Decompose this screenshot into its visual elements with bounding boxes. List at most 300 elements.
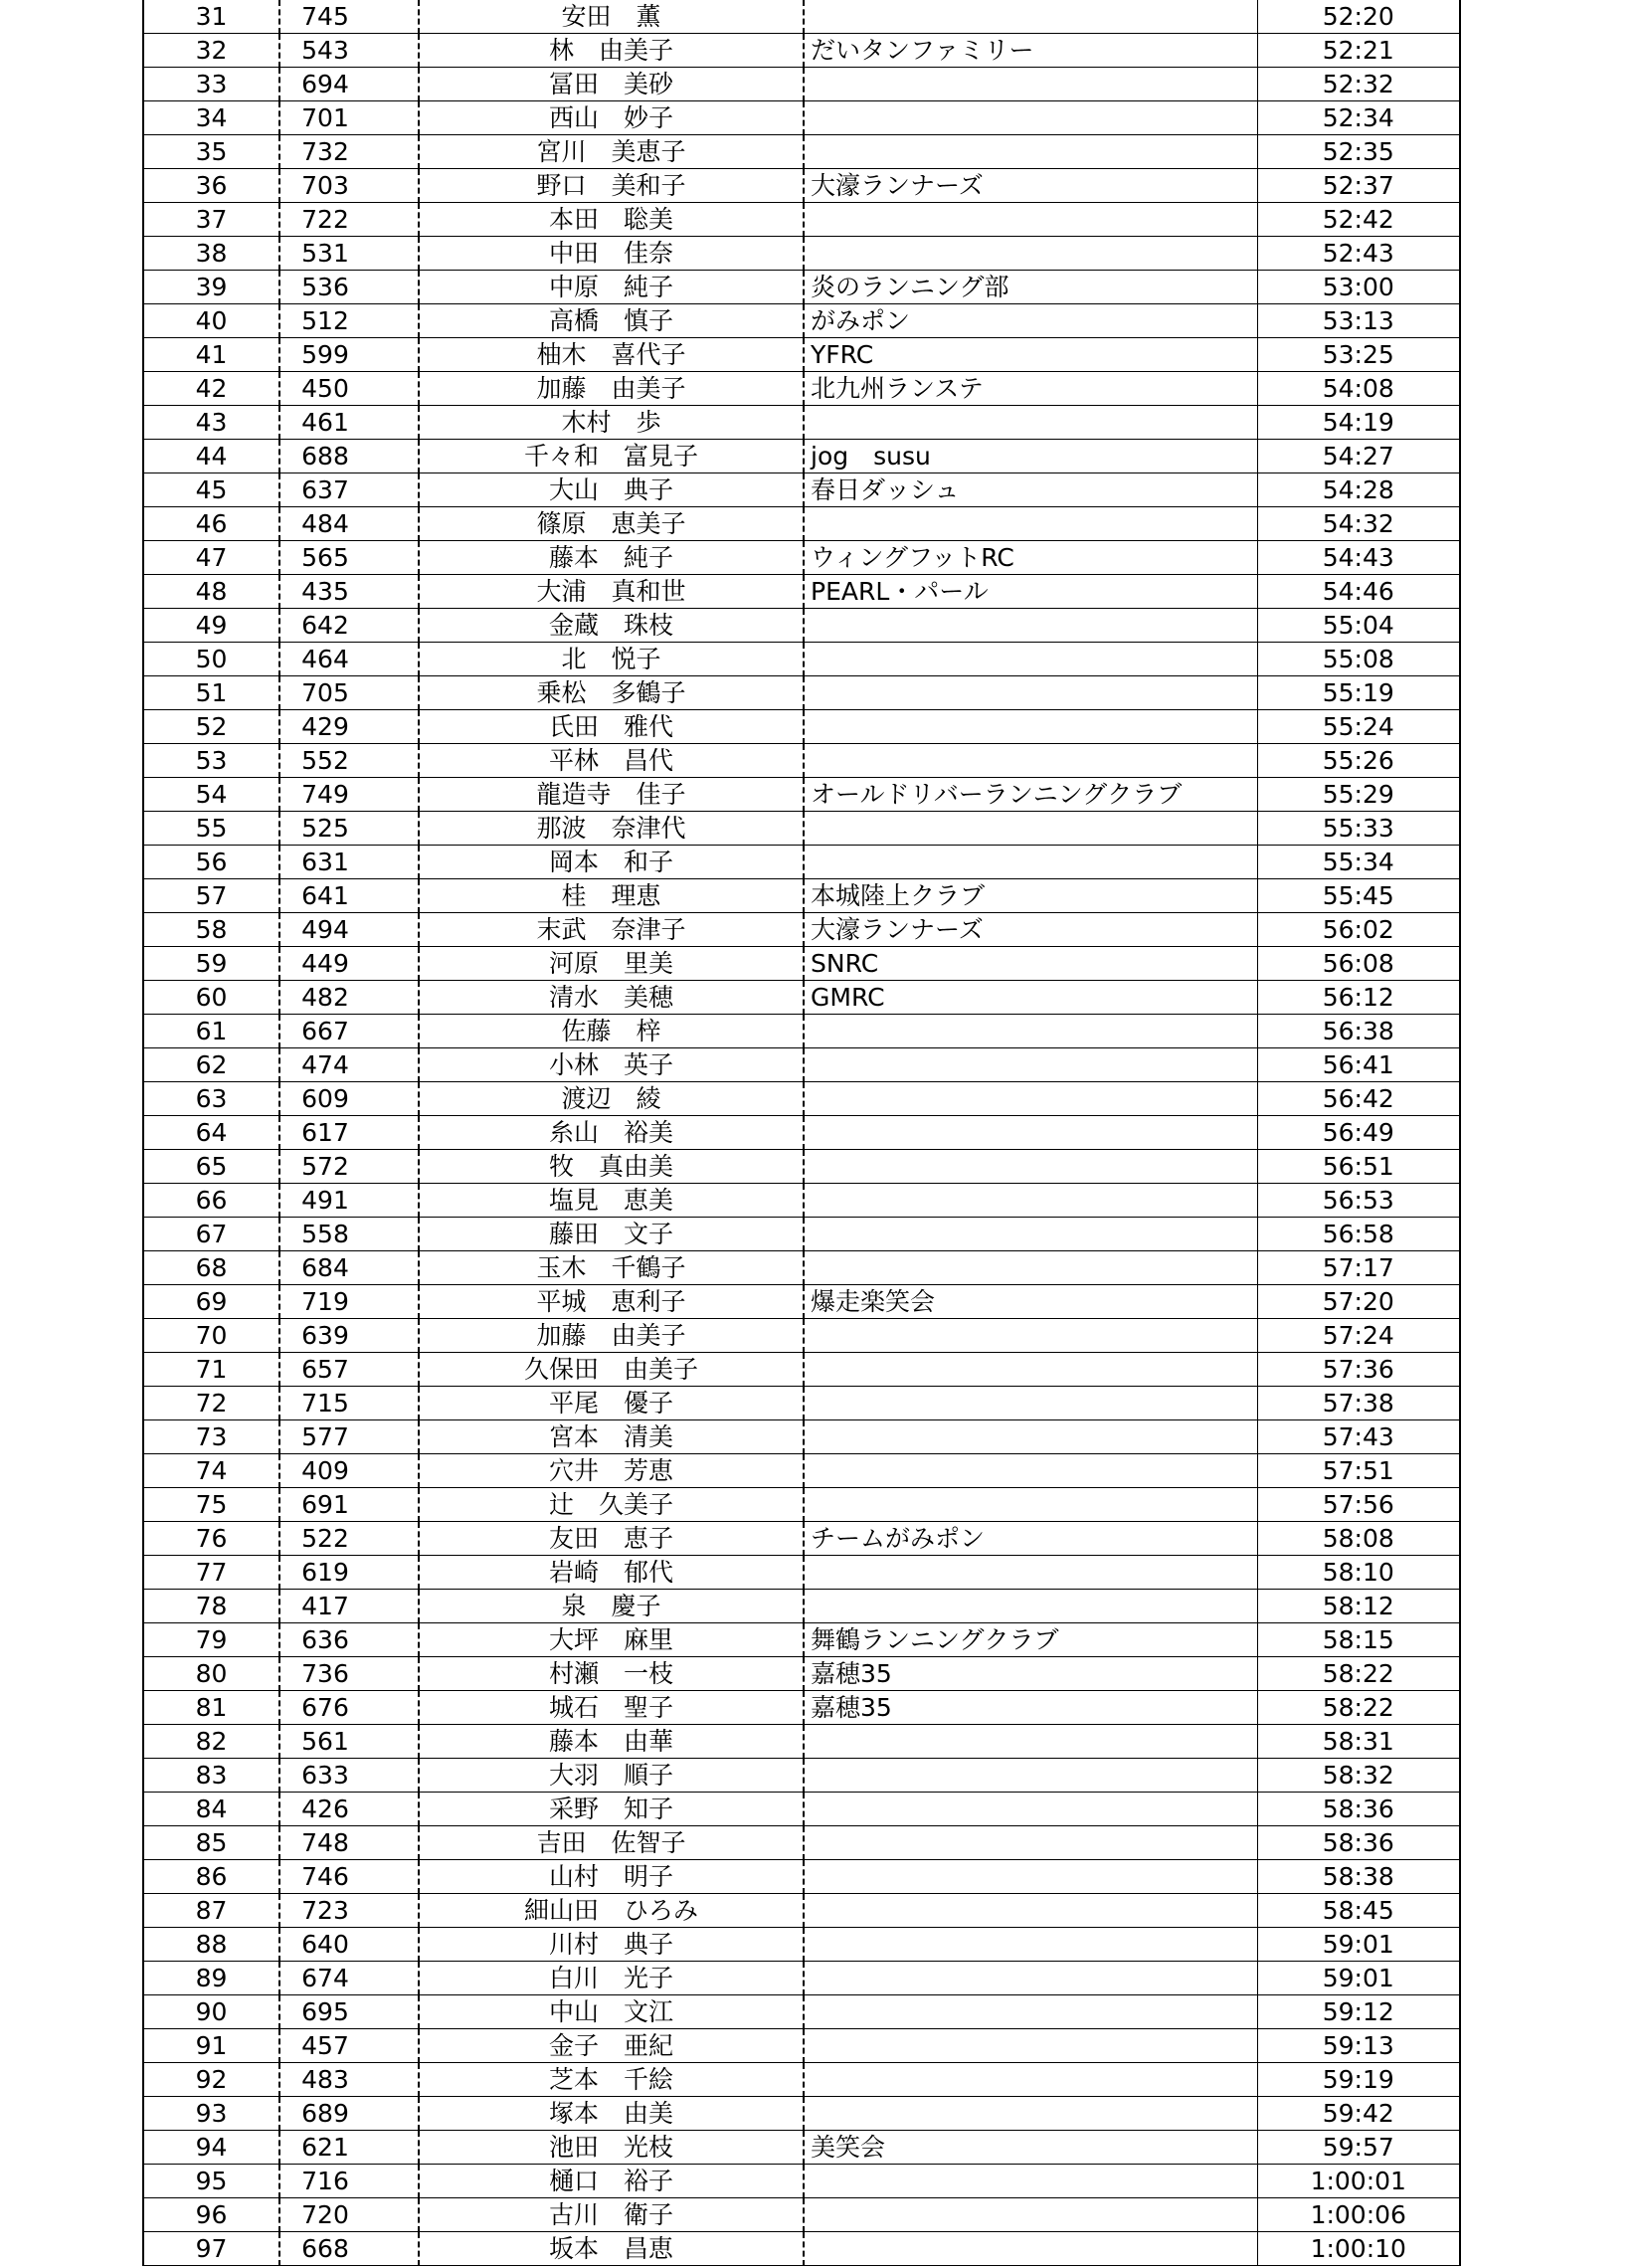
rank-cell: 41 [143,338,279,372]
bib-cell: 642 [279,609,419,643]
team-cell [804,1590,1257,1623]
rank-cell: 80 [143,1657,279,1691]
team-cell [804,643,1257,676]
name-cell: 金子 亜紀 [419,2029,804,2063]
name-cell: 川村 典子 [419,1928,804,1962]
time-cell: 57:51 [1257,1454,1460,1488]
time-cell: 55:26 [1257,744,1460,778]
bib-cell: 558 [279,1218,419,1251]
time-cell: 57:17 [1257,1251,1460,1285]
table-row [143,135,1460,169]
time-cell: 55:08 [1257,643,1460,676]
team-cell: 嘉穂35 [804,1691,1257,1725]
bib-cell: 668 [279,2232,419,2266]
team-cell [804,1420,1257,1454]
bib-cell: 745 [279,0,419,34]
table-row [143,34,1460,68]
team-cell [804,2198,1257,2232]
name-cell: 牧 真由美 [419,1150,804,1184]
time-cell: 56:58 [1257,1218,1460,1251]
bib-cell: 720 [279,2198,419,2232]
rank-cell: 50 [143,643,279,676]
team-cell: GMRC [804,981,1257,1015]
bib-cell: 565 [279,541,419,575]
table-row [143,1657,1460,1691]
time-cell: 56:42 [1257,1082,1460,1116]
table-row [143,1995,1460,2029]
table-row [143,1623,1460,1657]
team-cell [804,1894,1257,1928]
team-cell [804,2063,1257,2097]
name-cell: 吉田 佐智子 [419,1826,804,1860]
time-cell: 58:36 [1257,1793,1460,1826]
time-cell: 1:00:10 [1257,2232,1460,2266]
table-row [143,237,1460,271]
rank-cell: 37 [143,203,279,237]
rank-cell: 67 [143,1218,279,1251]
bib-cell: 572 [279,1150,419,1184]
bib-cell: 536 [279,271,419,304]
name-cell: 林 由美子 [419,34,804,68]
team-cell [804,1928,1257,1962]
time-cell: 54:27 [1257,440,1460,473]
rank-cell: 57 [143,879,279,913]
bib-cell: 676 [279,1691,419,1725]
time-cell: 54:43 [1257,541,1460,575]
bib-cell: 461 [279,406,419,440]
name-cell: 西山 妙子 [419,101,804,135]
table-row [143,1894,1460,1928]
table-row [143,169,1460,203]
team-cell: 大濠ランナーズ [804,169,1257,203]
time-cell: 57:56 [1257,1488,1460,1522]
table-row [143,710,1460,744]
table-row [143,2165,1460,2198]
table-row [143,812,1460,846]
name-cell: 采野 知子 [419,1793,804,1826]
table-row [143,1285,1460,1319]
table-row [143,609,1460,643]
name-cell: 龍造寺 佳子 [419,778,804,812]
table-row [143,676,1460,710]
table-row [143,2131,1460,2165]
team-cell [804,1995,1257,2029]
bib-cell: 722 [279,203,419,237]
bib-cell: 531 [279,237,419,271]
time-cell: 55:19 [1257,676,1460,710]
bib-cell: 695 [279,1995,419,2029]
rank-cell: 58 [143,913,279,947]
team-cell: 北九州ランステ [804,372,1257,406]
rank-cell: 59 [143,947,279,981]
team-cell [804,1353,1257,1387]
table-row [143,1454,1460,1488]
name-cell: 中田 佳奈 [419,237,804,271]
rank-cell: 69 [143,1285,279,1319]
time-cell: 52:37 [1257,169,1460,203]
team-cell [804,609,1257,643]
table-row [143,2232,1460,2266]
rank-cell: 91 [143,2029,279,2063]
table-row [143,1319,1460,1353]
time-cell: 56:53 [1257,1184,1460,1218]
rank-cell: 47 [143,541,279,575]
rank-cell: 87 [143,1894,279,1928]
time-cell: 54:46 [1257,575,1460,609]
name-cell: 坂本 昌恵 [419,2232,804,2266]
time-cell: 59:57 [1257,2131,1460,2165]
rank-cell: 73 [143,1420,279,1454]
time-cell: 53:25 [1257,338,1460,372]
name-cell: 細山田 ひろみ [419,1894,804,1928]
bib-cell: 483 [279,2063,419,2097]
time-cell: 53:00 [1257,271,1460,304]
rank-cell: 89 [143,1962,279,1995]
bib-cell: 723 [279,1894,419,1928]
bib-cell: 674 [279,1962,419,1995]
rank-cell: 93 [143,2097,279,2131]
name-cell: 塩見 恵美 [419,1184,804,1218]
bib-cell: 449 [279,947,419,981]
rank-cell: 32 [143,34,279,68]
time-cell: 57:36 [1257,1353,1460,1387]
time-cell: 54:32 [1257,507,1460,541]
bib-cell: 484 [279,507,419,541]
bib-cell: 543 [279,34,419,68]
name-cell: 平尾 優子 [419,1387,804,1420]
bib-cell: 705 [279,676,419,710]
rank-cell: 81 [143,1691,279,1725]
rank-cell: 77 [143,1556,279,1590]
bib-cell: 746 [279,1860,419,1894]
rank-cell: 55 [143,812,279,846]
bib-cell: 749 [279,778,419,812]
name-cell: 加藤 由美子 [419,372,804,406]
bib-cell: 748 [279,1826,419,1860]
table-row [143,1522,1460,1556]
bib-cell: 640 [279,1928,419,1962]
rank-cell: 95 [143,2165,279,2198]
bib-cell: 417 [279,1590,419,1623]
table-row [143,643,1460,676]
table-row [143,744,1460,778]
name-cell: 白川 光子 [419,1962,804,1995]
name-cell: 冨田 美砂 [419,68,804,101]
team-cell: チームがみポン [804,1522,1257,1556]
time-cell: 52:34 [1257,101,1460,135]
team-cell [804,1860,1257,1894]
table-row [143,1590,1460,1623]
rank-cell: 65 [143,1150,279,1184]
rank-cell: 38 [143,237,279,271]
team-cell [804,1793,1257,1826]
team-cell: 炎のランニング部 [804,271,1257,304]
rank-cell: 72 [143,1387,279,1420]
rank-cell: 74 [143,1454,279,1488]
bib-cell: 701 [279,101,419,135]
name-cell: 芝本 千絵 [419,2063,804,2097]
name-cell: 千々和 富見子 [419,440,804,473]
rank-cell: 53 [143,744,279,778]
team-cell [804,203,1257,237]
table-row [143,304,1460,338]
name-cell: 糸山 裕美 [419,1116,804,1150]
name-cell: 樋口 裕子 [419,2165,804,2198]
time-cell: 58:08 [1257,1522,1460,1556]
bib-cell: 641 [279,879,419,913]
time-cell: 1:00:06 [1257,2198,1460,2232]
rank-cell: 33 [143,68,279,101]
rank-cell: 36 [143,169,279,203]
name-cell: 本田 聡美 [419,203,804,237]
bib-cell: 715 [279,1387,419,1420]
table-row [143,947,1460,981]
team-cell: 本城陸上クラブ [804,879,1257,913]
team-cell [804,1218,1257,1251]
table-row [143,1218,1460,1251]
table-row [143,1116,1460,1150]
bib-cell: 482 [279,981,419,1015]
table-row [143,879,1460,913]
rank-cell: 48 [143,575,279,609]
name-cell: 小林 英子 [419,1048,804,1082]
table-row [143,1928,1460,1962]
name-cell: 宮川 美恵子 [419,135,804,169]
time-cell: 56:41 [1257,1048,1460,1082]
team-cell [804,1387,1257,1420]
team-cell: 爆走楽笑会 [804,1285,1257,1319]
name-cell: 氏田 雅代 [419,710,804,744]
bib-cell: 525 [279,812,419,846]
rank-cell: 56 [143,846,279,879]
team-cell [804,507,1257,541]
team-cell [804,1725,1257,1759]
rank-cell: 88 [143,1928,279,1962]
time-cell: 53:13 [1257,304,1460,338]
team-cell [804,744,1257,778]
time-cell: 58:22 [1257,1691,1460,1725]
time-cell: 58:15 [1257,1623,1460,1657]
rank-cell: 61 [143,1015,279,1048]
rank-cell: 70 [143,1319,279,1353]
table-row [143,778,1460,812]
name-cell: 大山 典子 [419,473,804,507]
table-row [143,1556,1460,1590]
table-row [143,1962,1460,1995]
bib-cell: 522 [279,1522,419,1556]
rank-cell: 62 [143,1048,279,1082]
bib-cell: 617 [279,1116,419,1150]
table-row [143,1691,1460,1725]
time-cell: 58:12 [1257,1590,1460,1623]
bib-cell: 512 [279,304,419,338]
name-cell: 那波 奈津代 [419,812,804,846]
name-cell: 野口 美和子 [419,169,804,203]
rank-cell: 39 [143,271,279,304]
bib-cell: 691 [279,1488,419,1522]
bib-cell: 694 [279,68,419,101]
time-cell: 58:38 [1257,1860,1460,1894]
time-cell: 58:31 [1257,1725,1460,1759]
name-cell: 辻 久美子 [419,1488,804,1522]
time-cell: 57:43 [1257,1420,1460,1454]
name-cell: 宮本 清美 [419,1420,804,1454]
bib-cell: 577 [279,1420,419,1454]
rank-cell: 63 [143,1082,279,1116]
rank-cell: 75 [143,1488,279,1522]
table-row [143,1251,1460,1285]
name-cell: 大坪 麻里 [419,1623,804,1657]
table-row [143,0,1460,34]
time-cell: 59:19 [1257,2063,1460,2097]
name-cell: 佐藤 梓 [419,1015,804,1048]
table-row [143,1150,1460,1184]
time-cell: 54:28 [1257,473,1460,507]
team-cell: だいタンファミリー [804,34,1257,68]
time-cell: 59:01 [1257,1928,1460,1962]
time-cell: 58:32 [1257,1759,1460,1793]
rank-cell: 79 [143,1623,279,1657]
bib-cell: 703 [279,169,419,203]
team-cell [804,406,1257,440]
team-cell [804,1015,1257,1048]
table-row [143,1387,1460,1420]
bib-cell: 657 [279,1353,419,1387]
table-row [143,271,1460,304]
team-cell [804,1826,1257,1860]
team-cell: YFRC [804,338,1257,372]
name-cell: 中原 純子 [419,271,804,304]
bib-cell: 429 [279,710,419,744]
rank-cell: 68 [143,1251,279,1285]
time-cell: 59:01 [1257,1962,1460,1995]
time-cell: 56:51 [1257,1150,1460,1184]
team-cell [804,1082,1257,1116]
name-cell: 大浦 真和世 [419,575,804,609]
table-row [143,101,1460,135]
rank-cell: 82 [143,1725,279,1759]
time-cell: 58:22 [1257,1657,1460,1691]
bib-cell: 561 [279,1725,419,1759]
bib-cell: 621 [279,2131,419,2165]
team-cell [804,676,1257,710]
rank-cell: 86 [143,1860,279,1894]
bib-cell: 450 [279,372,419,406]
table-row [143,1048,1460,1082]
rank-cell: 96 [143,2198,279,2232]
rank-cell: 90 [143,1995,279,2029]
team-cell: 春日ダッシュ [804,473,1257,507]
table-row [143,440,1460,473]
time-cell: 57:20 [1257,1285,1460,1319]
team-cell [804,1048,1257,1082]
team-cell: 大濠ランナーズ [804,913,1257,947]
rank-cell: 42 [143,372,279,406]
rank-cell: 78 [143,1590,279,1623]
team-cell [804,1556,1257,1590]
name-cell: 桂 理恵 [419,879,804,913]
table-row [143,575,1460,609]
bib-cell: 599 [279,338,419,372]
bib-cell: 631 [279,846,419,879]
time-cell: 59:42 [1257,2097,1460,2131]
name-cell: 塚本 由美 [419,2097,804,2131]
name-cell: 平林 昌代 [419,744,804,778]
time-cell: 55:04 [1257,609,1460,643]
name-cell: 平城 恵利子 [419,1285,804,1319]
bib-cell: 494 [279,913,419,947]
team-cell [804,2097,1257,2131]
table-row [143,2029,1460,2063]
rank-cell: 64 [143,1116,279,1150]
team-cell [804,237,1257,271]
bib-cell: 689 [279,2097,419,2131]
rank-cell: 85 [143,1826,279,1860]
time-cell: 55:33 [1257,812,1460,846]
table-row [143,507,1460,541]
time-cell: 57:24 [1257,1319,1460,1353]
team-cell [804,1251,1257,1285]
table-row [143,1015,1460,1048]
team-cell [804,1184,1257,1218]
name-cell: 安田 薫 [419,0,804,34]
time-cell: 55:29 [1257,778,1460,812]
time-cell: 56:12 [1257,981,1460,1015]
name-cell: 岩崎 郁代 [419,1556,804,1590]
team-cell: オールドリバーランニングクラブ [804,778,1257,812]
name-cell: 藤田 文子 [419,1218,804,1251]
team-cell: がみポン [804,304,1257,338]
team-cell [804,1319,1257,1353]
name-cell: 高橋 慎子 [419,304,804,338]
team-cell [804,1116,1257,1150]
bib-cell: 684 [279,1251,419,1285]
rank-cell: 97 [143,2232,279,2266]
name-cell: 北 悦子 [419,643,804,676]
team-cell: jog susu [804,440,1257,473]
bib-cell: 736 [279,1657,419,1691]
bib-cell: 426 [279,1793,419,1826]
rank-cell: 49 [143,609,279,643]
rank-cell: 31 [143,0,279,34]
bib-cell: 435 [279,575,419,609]
team-cell [804,812,1257,846]
team-cell [804,101,1257,135]
rank-cell: 44 [143,440,279,473]
name-cell: 中山 文江 [419,1995,804,2029]
team-cell [804,710,1257,744]
rank-cell: 35 [143,135,279,169]
name-cell: 渡辺 綾 [419,1082,804,1116]
bib-cell: 719 [279,1285,419,1319]
table-row [143,1488,1460,1522]
team-cell [804,0,1257,34]
team-cell [804,1962,1257,1995]
bib-cell: 457 [279,2029,419,2063]
table-row [143,913,1460,947]
table-row [143,1826,1460,1860]
team-cell: 舞鶴ランニングクラブ [804,1623,1257,1657]
bib-cell: 464 [279,643,419,676]
bib-cell: 609 [279,1082,419,1116]
rank-cell: 76 [143,1522,279,1556]
rank-cell: 52 [143,710,279,744]
table-row [143,2063,1460,2097]
time-cell: 55:34 [1257,846,1460,879]
rank-cell: 66 [143,1184,279,1218]
name-cell: 山村 明子 [419,1860,804,1894]
time-cell: 54:19 [1257,406,1460,440]
